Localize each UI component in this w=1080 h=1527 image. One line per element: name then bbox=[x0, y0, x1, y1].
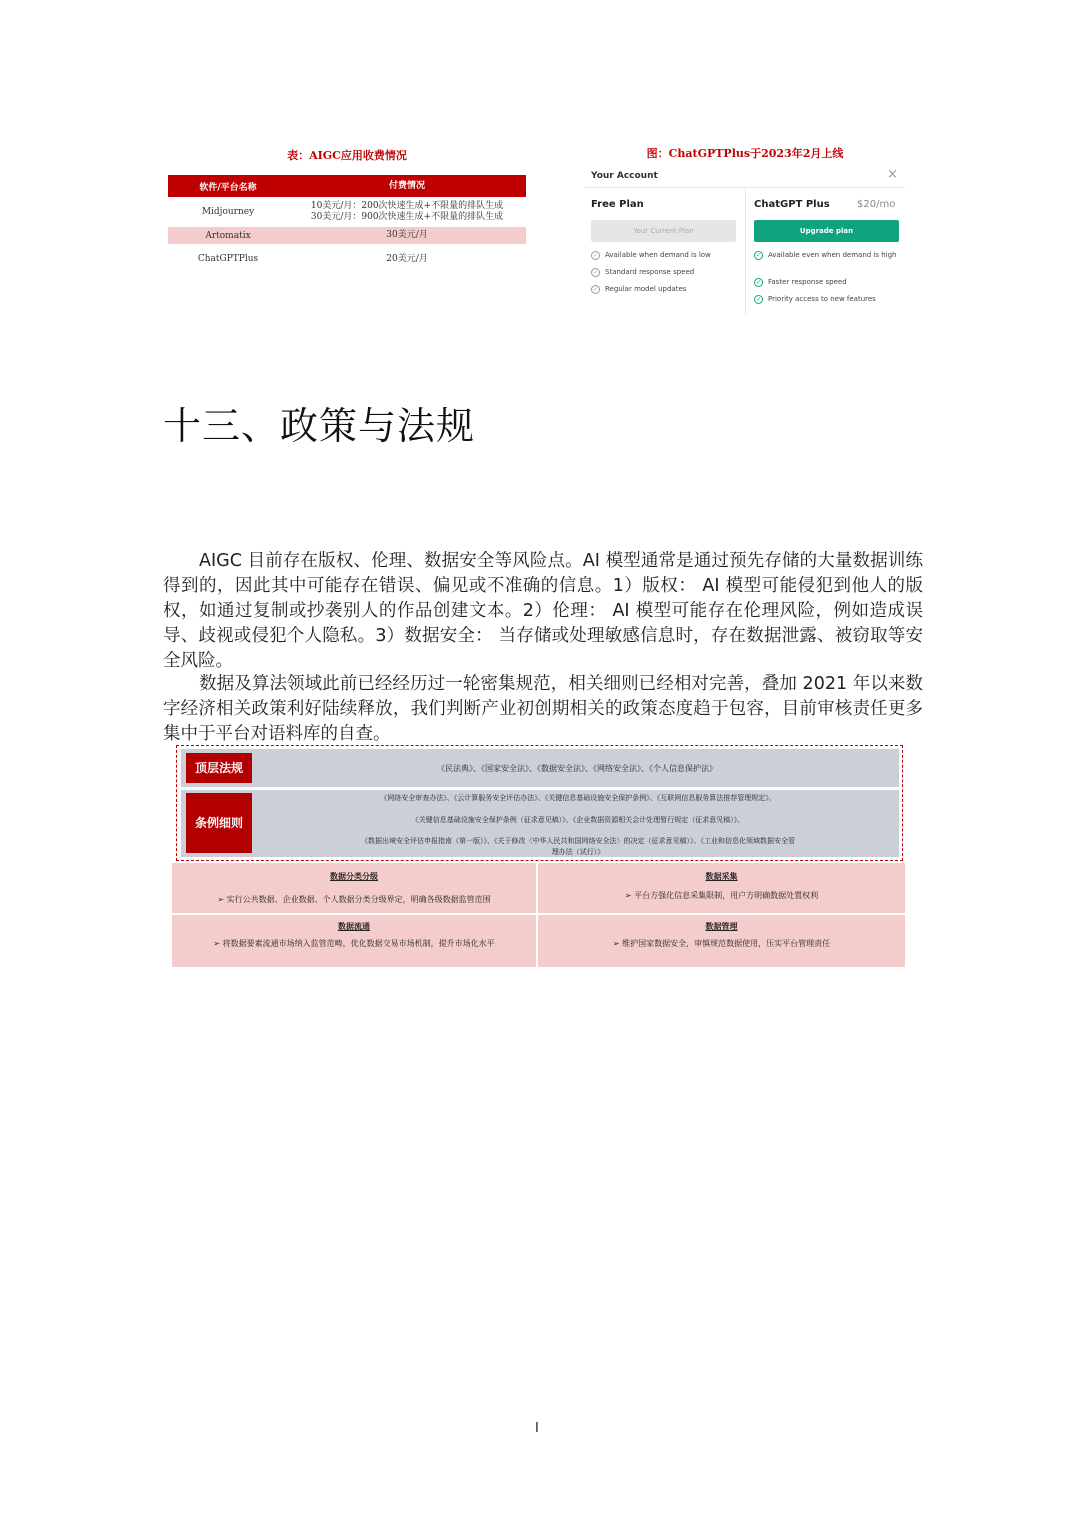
close-icon[interactable]: × bbox=[887, 167, 898, 182]
plus-figure-caption: 图：ChatGPTPlus于2023年2月上线 bbox=[646, 147, 844, 160]
detail-regulation-label: 条例细则 bbox=[186, 793, 252, 853]
check-icon: ✓ bbox=[592, 252, 599, 259]
row-fee-line: 30美元/月：900次快速生成+不限量的排队生成 bbox=[310, 212, 504, 222]
feature-text: Available when demand is low bbox=[605, 251, 711, 259]
account-title: Your Account bbox=[591, 171, 658, 181]
feature-text: Available even when demand is high bbox=[768, 251, 897, 259]
policy-box bbox=[538, 863, 905, 913]
policy-box-body: ➢ 维护国家数据安全，审慎规范数据使用，压实平台管理责任 bbox=[612, 939, 831, 948]
page-number: I bbox=[535, 1421, 539, 1436]
feature-text: Priority access to new features bbox=[768, 295, 876, 303]
top-regulation-text: 《民法典》、《国家安全法》、《数据安全法》、《网络安全法》、《个人信息保护法》 bbox=[437, 764, 717, 773]
detail-line: 《数据出境安全评估申报指南（第一版）》、《关于修改〈中华人民共和国网络安全法〉的决定（征求意见稿）》、《工业和信息化领域数据安全管 bbox=[361, 837, 795, 845]
feature-item bbox=[591, 250, 741, 260]
policy-box-title: 数据分类分级 bbox=[330, 871, 378, 881]
policy-box bbox=[538, 915, 905, 967]
paragraph-text: AIGC 目前存在版权、伦理、数据安全等风险点。AI 模型通常是通过预先存储的大量数据训练得到的，因此其中可能存在错误、偏见或不准确的信息。1）版权： AI 模型可能侵犯到他人的版权，如通过复制或抄袭别人的作品创建文本。2）伦理： AI 模型可能存在伦理风险，例如造成误导、歧视或侵犯个人隐私。3）数据安全： 当存储或处理敏感信息时，存在数据泄露、被窃取等安全风险。 bbox=[163, 551, 923, 671]
feature-item bbox=[754, 277, 902, 287]
policy-diagram bbox=[172, 745, 905, 967]
check-icon: ✓ bbox=[755, 279, 762, 286]
detail-line: 理办法（试行）》 bbox=[551, 847, 605, 856]
row-fee-line: 10美元/月：200次快速生成+不限量的排队生成 bbox=[310, 201, 504, 211]
policy-box-title: 数据采集 bbox=[705, 871, 738, 881]
account-panel bbox=[585, 165, 905, 315]
free-plan-name: Free Plan bbox=[591, 199, 644, 210]
table-row bbox=[168, 227, 526, 244]
top-regulation-label: 顶层法规 bbox=[186, 753, 252, 783]
paragraph-text: 数据及算法领域此前已经经历过一轮密集规范，相关细则已经相对完善，叠加 2021 年以来数字经济相关政策利好陆续释放，我们判断产业初创期相关的政策态度趋于包容，目前审核责任更多集中于平台对语料库的自查。 bbox=[163, 674, 923, 744]
detail-line: 《关键信息基础设施安全保护条例（征求意见稿）》、《企业数据资源相关会计处理暂行规定（征求意见稿）》、 bbox=[411, 815, 745, 824]
feature-item bbox=[754, 294, 902, 304]
fee-table-caption: 表：AIGC应用收费情况 bbox=[287, 149, 407, 162]
check-icon: ✓ bbox=[592, 286, 599, 293]
feature-text: Regular model updates bbox=[605, 285, 687, 293]
table-row bbox=[168, 197, 526, 227]
feature-text: Standard response speed bbox=[605, 268, 695, 276]
row-fee: 20美元/月 bbox=[386, 253, 428, 264]
feature-item bbox=[754, 250, 902, 260]
current-plan-button[interactable]: Your Current Plan bbox=[591, 220, 736, 242]
row-fee bbox=[288, 201, 526, 223]
check-icon: ✓ bbox=[755, 252, 762, 259]
policy-box bbox=[172, 863, 536, 913]
policy-box-body: ➢ 实行公共数据、企业数据、个人数据分类分级界定，明确各级数据监管范围 bbox=[217, 895, 491, 904]
body-paragraph bbox=[163, 549, 923, 674]
row-name: Artomatix bbox=[205, 230, 251, 241]
check-icon: ✓ bbox=[755, 296, 762, 303]
table-row bbox=[168, 244, 526, 274]
policy-box-title: 数据流通 bbox=[338, 921, 370, 931]
header-fee: 付费情况 bbox=[388, 180, 425, 191]
fee-table-header bbox=[168, 175, 526, 197]
plus-price: $20/mo bbox=[857, 199, 896, 210]
policy-box-body: ➢ 将数据要素流通市场纳入监管范畴，优化数据交易市场机制，提升市场化水平 bbox=[213, 939, 495, 948]
feature-item bbox=[591, 267, 741, 277]
row-fee: 30美元/月 bbox=[386, 230, 428, 240]
detail-line: 《网络安全审查办法》、《云计算服务安全评估办法》、《关键信息基础设施安全保护条例》、《互联网信息服务算法推荐管理规定》、 bbox=[380, 794, 776, 802]
divider bbox=[745, 187, 746, 315]
body-paragraph bbox=[163, 672, 923, 747]
policy-box-title: 数据管理 bbox=[705, 921, 738, 931]
header-name: 软件/平台名称 bbox=[199, 182, 257, 193]
upgrade-plan-button[interactable]: Upgrade plan bbox=[754, 220, 899, 242]
feature-item bbox=[591, 284, 741, 294]
policy-box bbox=[172, 915, 536, 967]
fee-table bbox=[168, 175, 526, 274]
row-name: ChatGPTPlus bbox=[197, 254, 259, 264]
policy-box-body: ➢ 平台方强化信息采集限制，用户方明确数据处置权利 bbox=[624, 891, 819, 900]
section-title: 十三、政策与法规 bbox=[163, 404, 476, 448]
detail-regulation-text bbox=[260, 791, 896, 857]
row-name: Midjourney bbox=[201, 207, 255, 217]
plus-plan-name: ChatGPT Plus bbox=[754, 199, 830, 210]
feature-text: Faster response speed bbox=[768, 278, 847, 286]
check-icon: ✓ bbox=[592, 269, 599, 276]
